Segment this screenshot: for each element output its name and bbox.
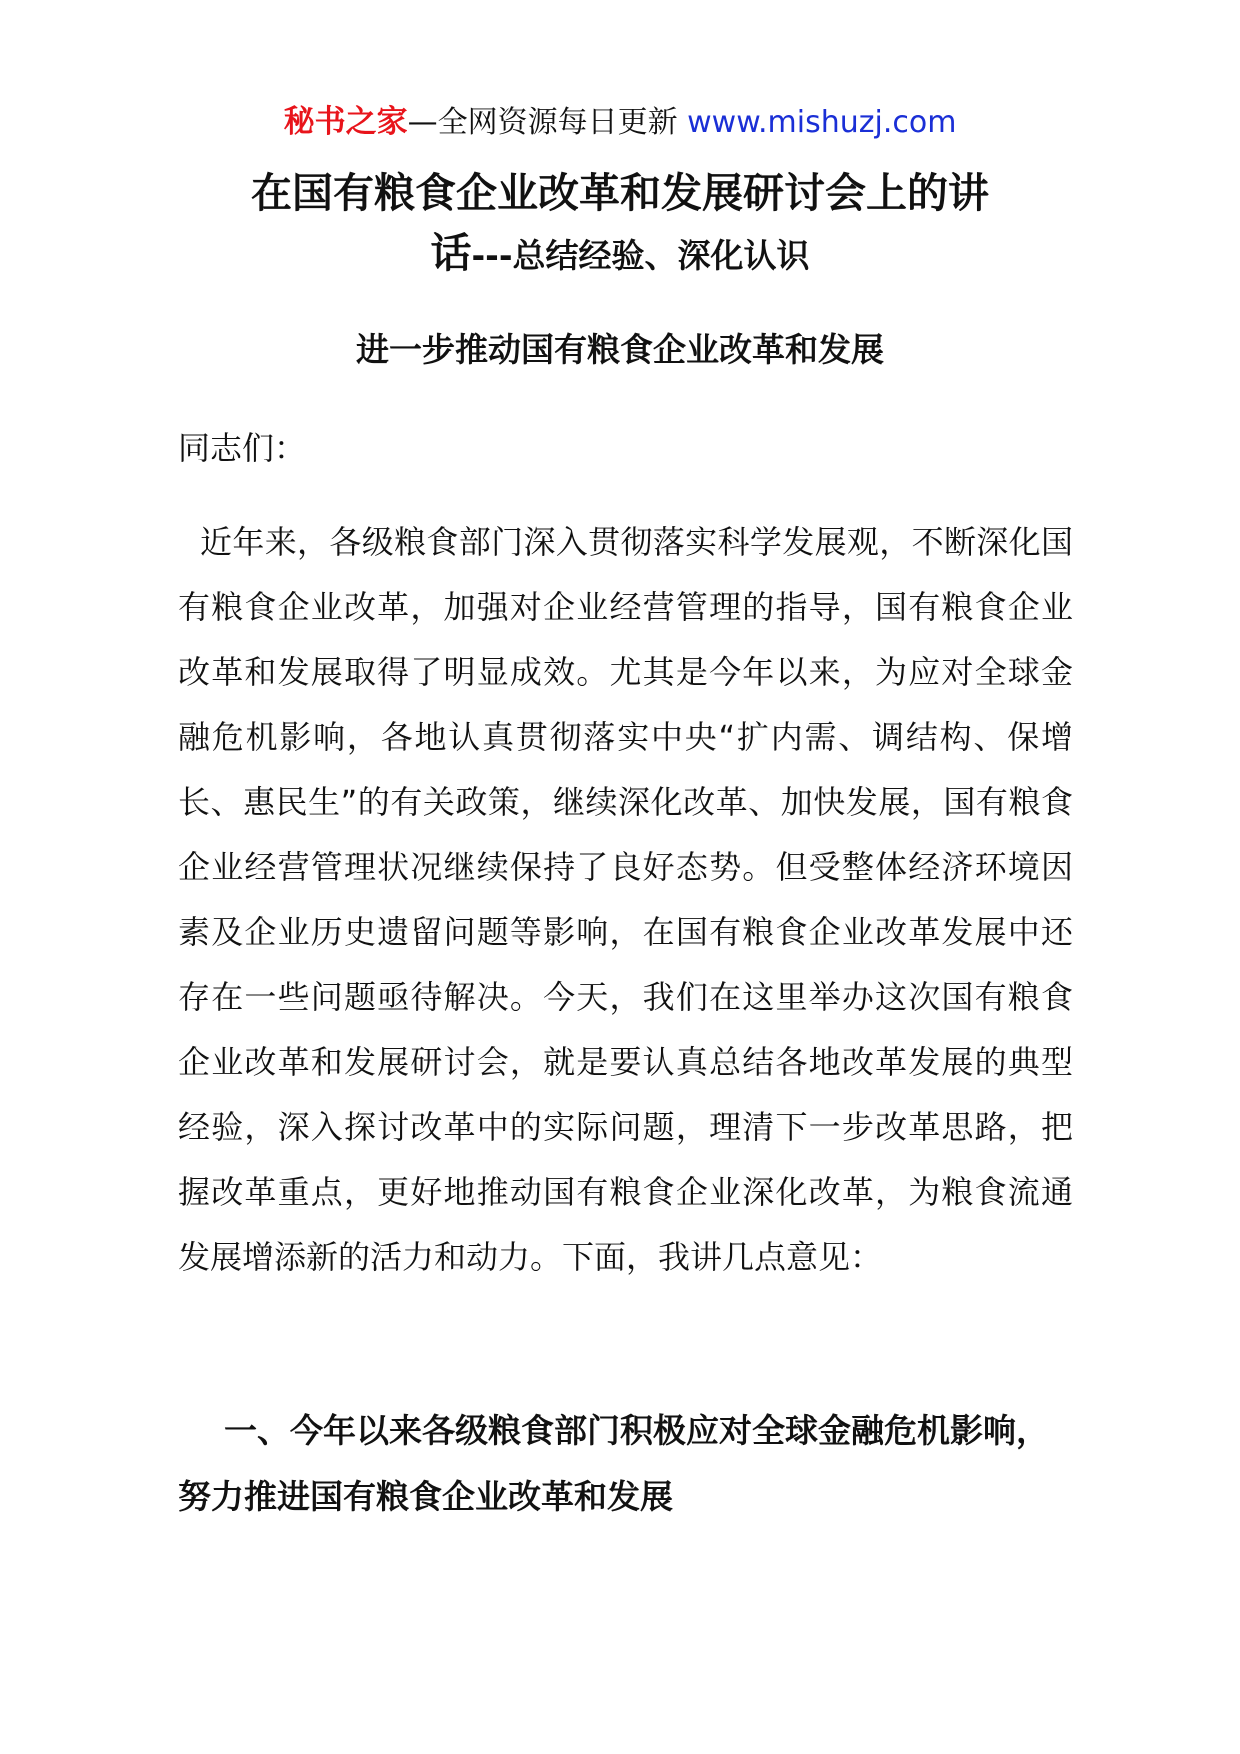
title-line-2-rest: ---总结经验、深化认识 <box>471 236 810 275</box>
header-slogan: —全网资源每日更新 <box>407 105 688 140</box>
site-url-link[interactable]: www.mishuzj.com <box>687 105 957 140</box>
section-heading-1: 一、今年以来各级粮食部门积极应对全球金融危机影响，努力推进国有粮食企业改革和发展 <box>178 1411 1049 1516</box>
title-line-1: 在国有粮食企业改革和发展研讨会上的讲 <box>251 169 989 217</box>
title-line-2 <box>150 223 1090 286</box>
body-paragraph: 近年来，各级粮食部门深入贯彻落实科学发展观，不断深化国有粮食企业改革，加强对企业经营管理的指导，国有粮食企业改革和发展取得了明显成效。尤其是今年以来，为应对全球金融危机影响，各地认真贯彻落实中央“扩内需、调结构、保增长、惠民生”的有关政策，继续深化改革、加快发展，国有粮食企业经营管理状况继续保持了良好态势。但受整体经济环境因素及企业历史遗留问题等影响，在国有粮食企业改革发展中还存在一些问题亟待解决。今天，我们在这里举办这次国有粮食企业改革和发展研讨会，就是要认真总结各地改革发展的典型经验，深入探讨改革中的实际问题，理清下一步改革思路，把握改革重点，更好地推动国有粮食企业深化改革，为粮食流通发展增添新的活力和动力。下面，我讲几点意见： <box>178 523 1073 1276</box>
greeting: 同志们： <box>178 429 307 467</box>
site-header <box>0 100 1240 145</box>
document-subtitle: 进一步推动国有粮食企业改革和发展 <box>356 330 884 369</box>
title-line-2-lead: 话 <box>430 229 472 277</box>
document-title <box>150 163 1090 286</box>
brand-name: 秘书之家 <box>283 104 408 140</box>
